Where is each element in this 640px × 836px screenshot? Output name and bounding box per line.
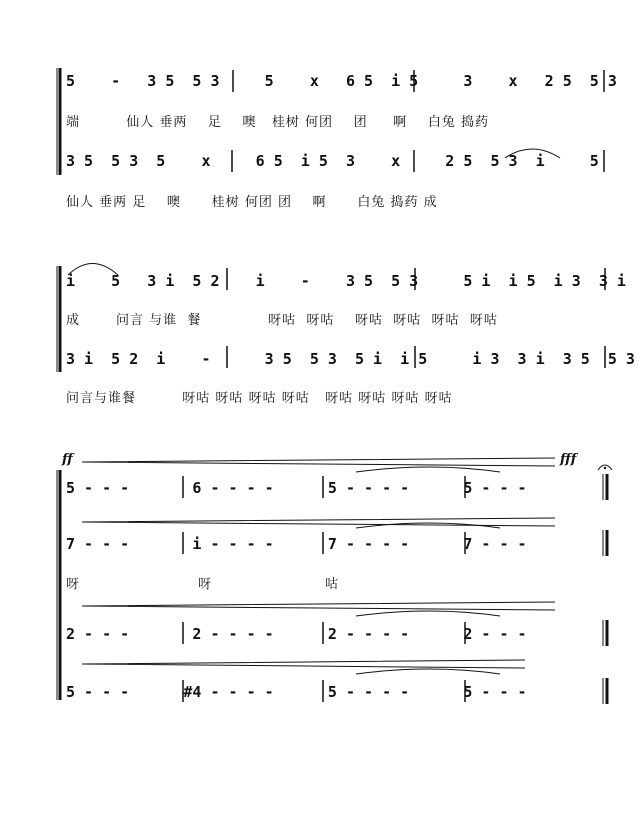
system2-lyric2: 问言与谁餐 呀咕 呀咕 呀咕 呀咕 呀咕 呀咕 呀咕 呀咕 (66, 391, 453, 406)
dynamic-fff: fff (560, 452, 577, 467)
system1-lyric1: 端 仙人 垂两 足 噢 桂树 何团 团 啊 白兔 捣药 (66, 115, 489, 130)
system3-voice1: 5 - - - 6 - - - - 5 - - - - 5 - - - (66, 479, 527, 497)
system1-staff1-notes: 5 - 3 5 5 3 5 x 6 5 i 5 3 x 2 5 5 3 (66, 72, 617, 90)
system1-lyric2: 仙人 垂两 足 噢 桂树 何团 团 啊 白兔 捣药 成 (66, 195, 438, 210)
system3-lyrics: 呀 呀 咕 (66, 577, 340, 592)
system2-lyric1: 成 问言 与谁 餐 呀咕 呀咕 呀咕 呀咕 呀咕 呀咕 (66, 313, 498, 328)
system3-voice2: 7 - - - i - - - - 7 - - - - 7 - - - (66, 535, 527, 553)
system3-voice3: 2 - - - 2 - - - - 2 - - - - 2 - - - (66, 625, 527, 643)
system2-staff2-notes: 3 i 5 2 i - 3 5 5 3 5 i i 5 i 3 3 i 3 5 5 3 (66, 350, 635, 368)
system3-voice4: 5 - - - #4 - - - - 5 - - - - 5 - - - (66, 683, 527, 701)
system1-staff2-notes: 3 5 5 3 5 x 6 5 i 5 3 x 2 5 5 3 i 5 (66, 152, 599, 170)
system2-staff1-notes: i 5 3 i 5 2 i - 3 5 5 3 5 i i 5 i 3 3 i (66, 272, 626, 290)
dynamic-ff: ff (62, 452, 73, 467)
